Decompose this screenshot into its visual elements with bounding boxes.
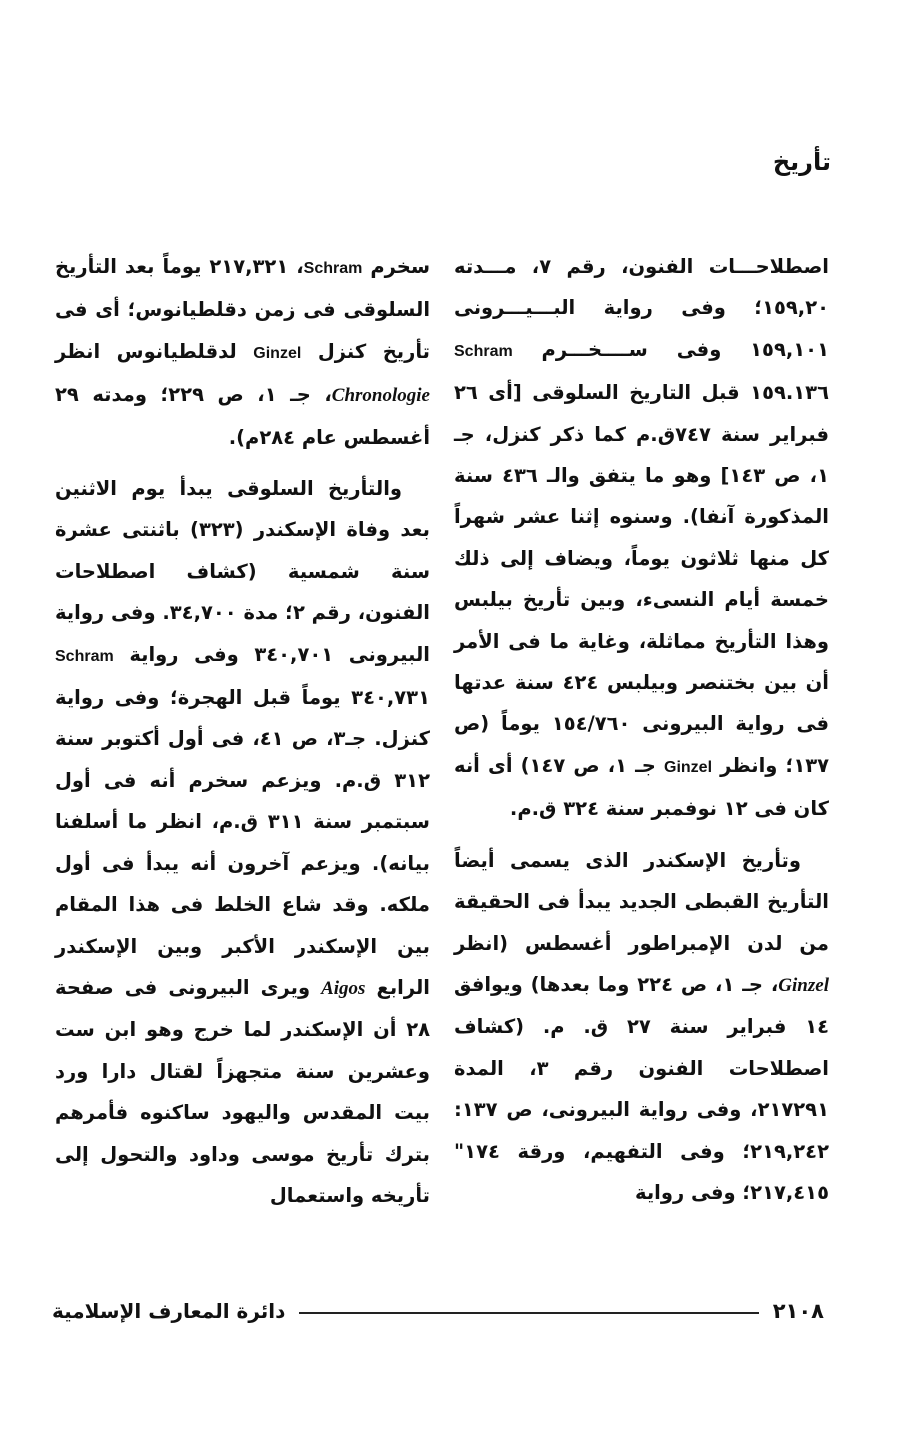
text-run: ، جـ ١، ص ٢٢٤ وما بعدها) ويوافق ١٤ فبراير سنة ٢٧ ق. م. (كشاف اصطلاحات الفنون رقم ٣، المدة ٢١٧٢٩١، وفى رواية البيرونى، ص ١٣٧: ٢١٩,٢٤٢؛ وفى التفهيم، ورقة ١٧٤" ٢١٧,٤١٥؛ وفى رواية bbox=[454, 972, 829, 1204]
text-run: جـ ١، ص ١٤٧) أى أنه كان فى ١٢ نوفمبر سنة ٣٢٤ ق.م. bbox=[454, 753, 829, 821]
latin-term: Schram bbox=[303, 260, 363, 277]
right-column bbox=[454, 246, 829, 1223]
latin-term: Chronologie bbox=[331, 385, 430, 407]
text-run: ، ٢١٧,٣٢١ يوماً بعد التأريخ السلوقى فى زمن دقلطيانوس؛ أى فى تأريخ كنزل bbox=[55, 255, 430, 363]
text-run: ويرى البيرونى فى صفحة ٢٨ أن الإسكندر لما خرج وهو ابن ست وعشرين سنة متجهزاً لقتال دارا ورد بيت المقدس واليهود ساكنوه فأمرهم بترك تأريخ موسى وداود والتحول إلى تأريخه واستعمال bbox=[55, 975, 430, 1207]
latin-term: Ginzel bbox=[778, 974, 829, 996]
paragraph bbox=[454, 246, 829, 830]
latin-term: Aigos bbox=[321, 977, 366, 999]
paragraph bbox=[55, 468, 430, 1216]
page-number: ٢١٠٨ bbox=[772, 1299, 824, 1323]
running-head-title: تأريخ bbox=[772, 148, 831, 176]
paragraph bbox=[55, 246, 430, 458]
text-run: ١٥٩.١٣٦ قبل التاريخ السلوقى [أى ٢٦ فبراير سنة ٧٤٧ق.م كما ذكر كنزل، جـ ١، ص ١٤٣] وهو ما يتفق والـ ٤٣٦ سنة المذكورة آنفا). وسنوه إثنا عشر شهراً كل منها ثلاثون يوماً، ويضاف إلى ذلك خمسة أيام النسىء، وبين تأريخ بيلبس وهذا التأريخ مماثلة، وغاية ما فى الأمر أن بين بختنصر وبيلبس ٤٢٤ سنة عدتها فى رواية البيرونى ١٥٤/٧٦٠ يوماً (ص ١٣٧؛ وانظر bbox=[454, 381, 830, 777]
text-run: ، جـ ١، ص ٢٢٩؛ ومدته ٢٩ أغسطس عام ٢٨٤م). bbox=[55, 383, 430, 449]
text-run: والتأريخ السلوقى يبدأ يوم الاثنين بعد وفاة الإسكندر (٣٢٣) باثنتى عشرة سنة شمسية (كشاف اصطلاحات الفنون، رقم ٢؛ مدة ٣٤,٧٠٠. وفى رواية البيرونى ٣٤٠,٧٠١ وفى رواية bbox=[54, 477, 430, 666]
latin-term: Ginzel bbox=[664, 758, 713, 776]
paragraph bbox=[454, 840, 829, 1214]
latin-term: Schram bbox=[55, 647, 114, 665]
text-run: وتأريخ الإسكندر الذى يسمى أيضاً التأريخ القبطى الجديد يبدأ فى الحقيقة من لدن الإمبراطور أغسطس (انظر bbox=[454, 848, 829, 955]
text-run: اصطلاحـــات الفنون، رقم ٧، مـــدته ١٥٩,٢٠؛ وفى رواية البـــيـــرونى ١٥٩,١٠١ وفى ســــخـــرم bbox=[454, 255, 829, 361]
text-run: سخرم bbox=[370, 255, 430, 278]
left-column bbox=[55, 246, 430, 1226]
text-run: ٣٤٠,٧٣١ يوماً قبل الهجرة؛ وفى رواية كنزل. جـ٣، ص ٤١، فى أول أكتوبر سنة ٣١٢ ق.م. ويزعم سخرم أنه فى أول سبتمبر سنة ٣١١ ق.م، انظر ما أسلفنا بيانه). ويزعم آخرون أنه يبدأ فى أول ملكه. وقد شاع الخلط فى هذا المقام بين الإسكندر الأكبر وبين الإسكندر الرابع bbox=[55, 686, 430, 999]
page-footer bbox=[52, 1296, 824, 1326]
latin-term: Ginzel bbox=[253, 344, 302, 362]
latin-term: Schram bbox=[454, 342, 513, 360]
text-run: لدقلطيانوس انظر bbox=[55, 339, 237, 363]
footer-rule bbox=[299, 1312, 758, 1314]
publication-title: دائرة المعارف الإسلامية bbox=[52, 1299, 286, 1323]
